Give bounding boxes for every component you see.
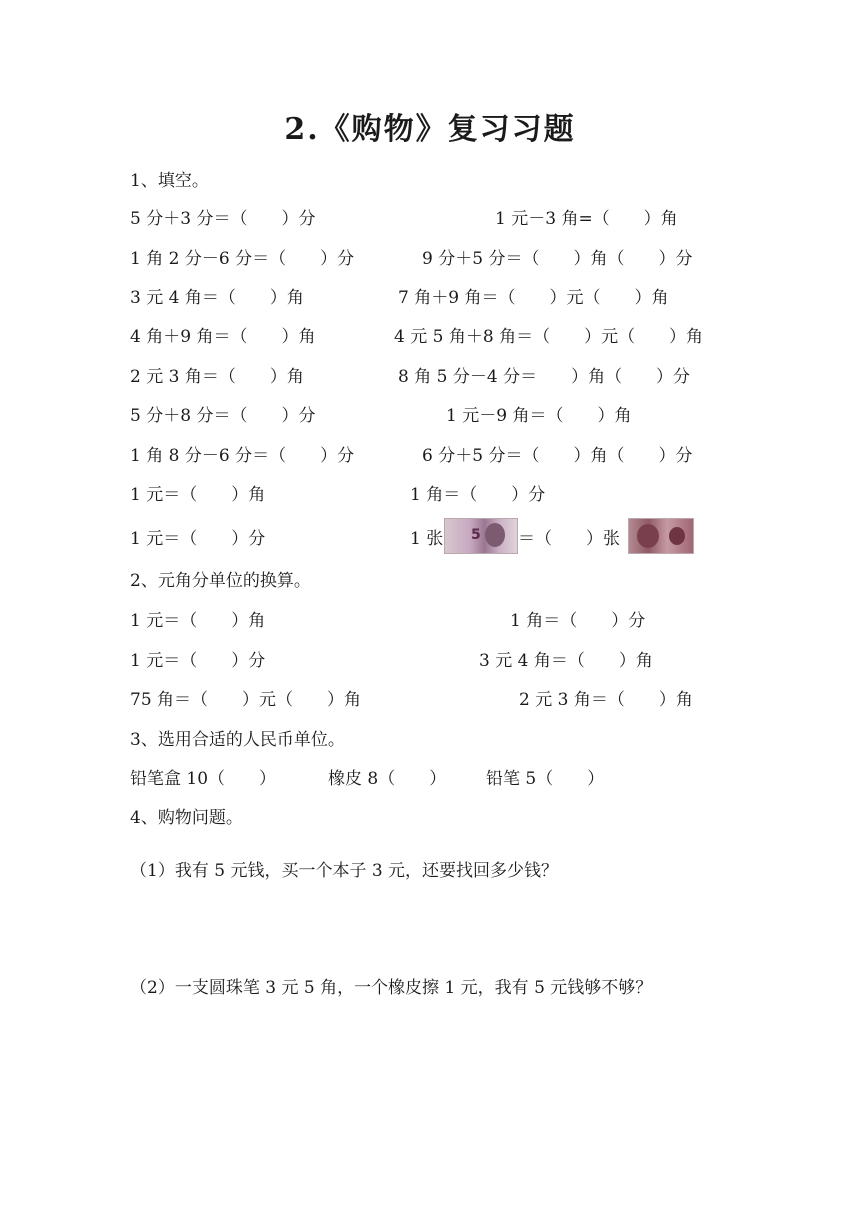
s1-row9-left: 1 元＝（ ）分 [130,529,266,549]
s1-row6-left: 5 分＋8 分＝（ ）分 [130,406,316,426]
s1-row1-left: 5 分＋3 分＝（ ）分 [130,209,316,229]
s1-row5-left: 2 元 3 角＝（ ）角 [130,367,304,387]
section-4-heading: 4、购物问题。 [130,808,243,828]
s1-row7-left: 1 角 8 分－6 分＝（ ）分 [130,446,355,466]
s1-row8-right: 1 角＝（ ）分 [410,485,546,505]
s1-row4-right: 4 元 5 角＋8 角＝（ ）元（ ）角 [394,327,704,347]
section-2-heading: 2、元角分单位的换算。 [130,571,311,591]
s1-row2-right: 9 分＋5 分＝（ ）角（ ）分 [422,249,693,269]
s2-row3-left: 75 角＝（ ）元（ ）角 [130,690,362,710]
s1-row9-right-middle: ＝（ ）张 [518,529,620,549]
s3-item-eraser: 橡皮 8（ ） [328,769,447,789]
s4-question-2: （2）一支圆珠笔 3 元 5 角，一个橡皮擦 1 元，我有 5 元钱够不够？ [130,978,653,998]
s1-row3-left: 3 元 4 角＝（ ）角 [130,288,304,308]
s1-row3-right: 7 角＋9 角＝（ ）元（ ）角 [398,288,669,308]
s1-row4-left: 4 角＋9 角＝（ ）角 [130,327,316,347]
s1-row7-right: 6 分＋5 分＝（ ）角（ ）分 [422,446,693,466]
s2-row2-left: 1 元＝（ ）分 [130,651,266,671]
five-yuan-note-icon: 5 [444,518,518,554]
s1-row2-left: 1 角 2 分－6 分＝（ ）分 [130,249,355,269]
section-1-heading: 1、填空。 [130,171,209,191]
s2-row1-left: 1 元＝（ ）角 [130,611,266,631]
s1-row8-left: 1 元＝（ ）角 [130,485,266,505]
s2-row2-right: 3 元 4 角＝（ ）角 [479,651,653,671]
s2-row3-right: 2 元 3 角＝（ ）角 [519,690,693,710]
s4-question-1: （1）我有 5 元钱，买一个本子 3 元，还要找回多少钱？ [130,861,559,881]
s1-row5-right: 8 角 5 分－4 分＝ ）角（ ）分 [398,367,691,387]
one-jiao-note-icon [628,518,694,554]
s3-item-pencil-box: 铅笔盒 10（ ） [130,769,277,789]
s1-row9-right-prefix: 1 张 [410,529,444,549]
page-title: 2.《购物》复习习题 [284,112,576,147]
s1-row1-right: 1 元－3 角=（ ）角 [495,209,678,229]
s1-row6-right: 1 元－9 角＝（ ）角 [446,406,632,426]
section-3-heading: 3、选用合适的人民币单位。 [130,730,345,750]
s3-item-pencil: 铅笔 5（ ） [486,769,605,789]
s2-row1-right: 1 角＝（ ）分 [510,611,646,631]
